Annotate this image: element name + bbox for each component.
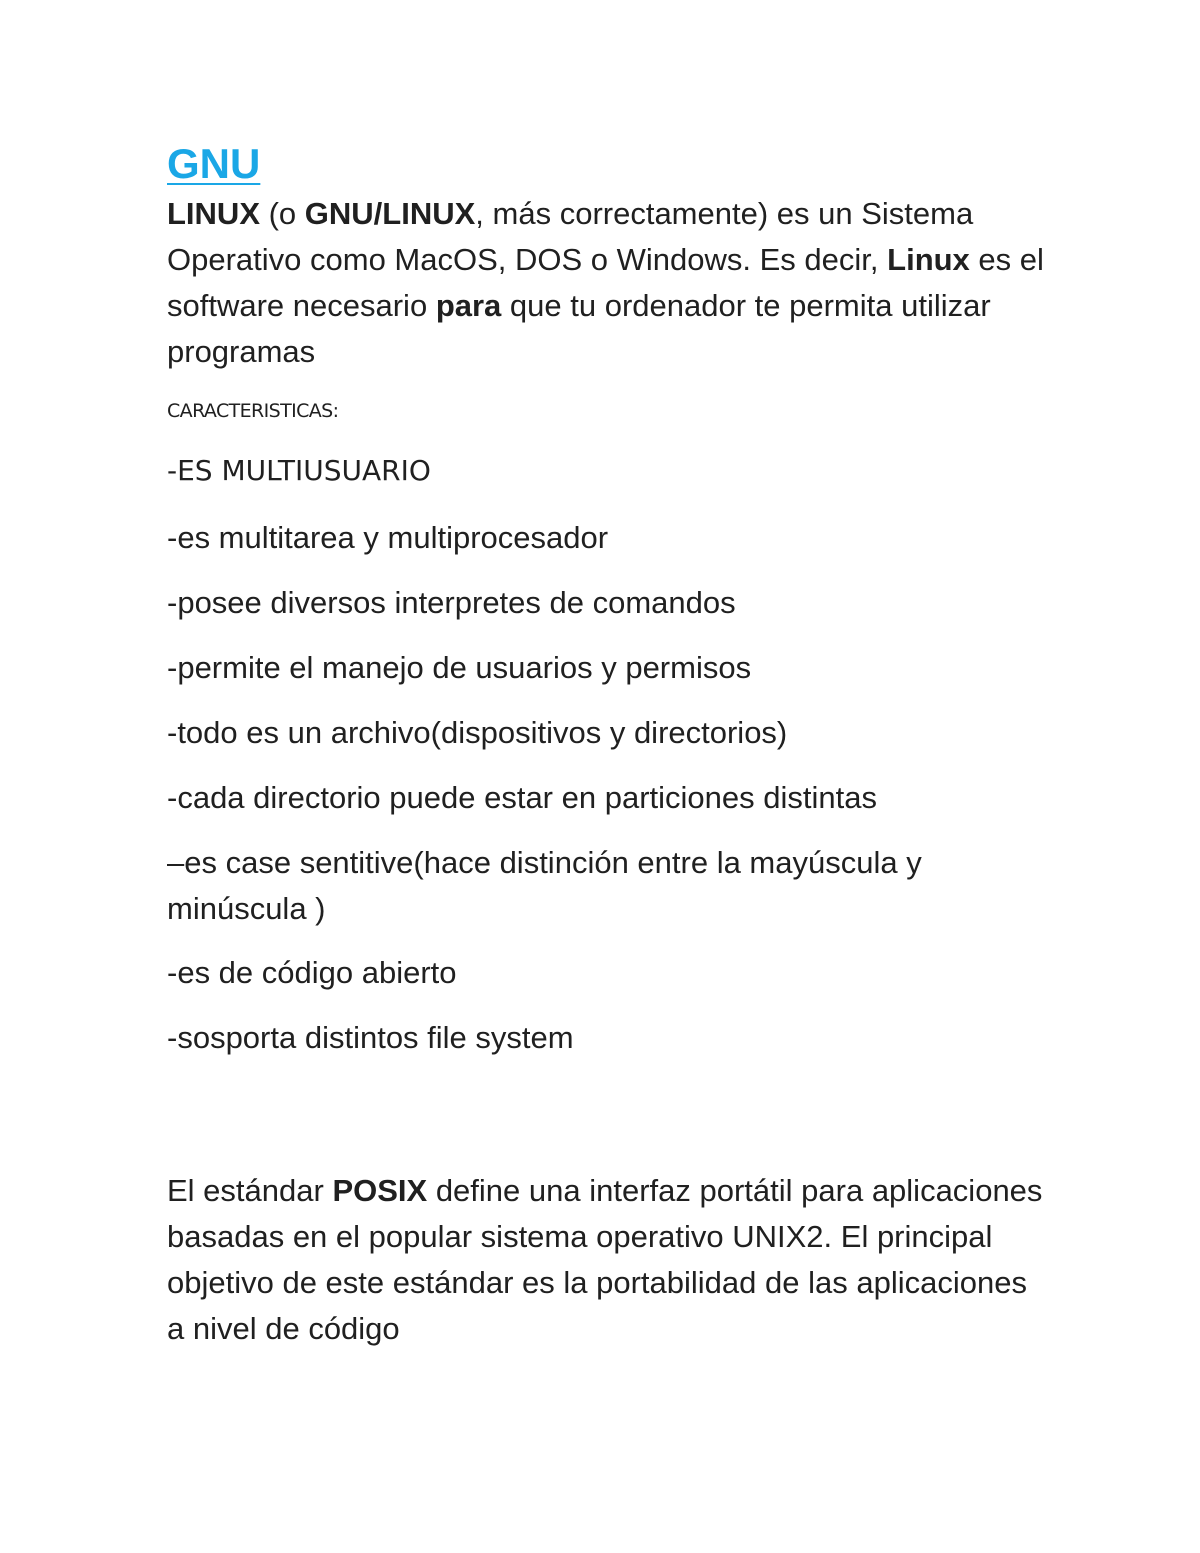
- feature-item: -sosporta distintos file system: [167, 1020, 574, 1055]
- term-posix: POSIX: [332, 1173, 428, 1208]
- intro-text: que tu ordenador te permita utilizar programas: [167, 288, 991, 369]
- feature-item: -posee diversos interpretes de comandos: [167, 585, 736, 620]
- intro-paragraph: [167, 191, 1047, 375]
- feature-item: -ES MULTIUSUARIO: [167, 454, 431, 487]
- intro-text: , más correctamente) es un Sistema Operativo como MacOS, DOS o Windows. Es decir,: [167, 196, 974, 277]
- feature-item: –es case sentitive(hace distinción entre la mayúscula y minúscula ): [167, 845, 922, 926]
- feature-item: -permite el manejo de usuarios y permisos: [167, 650, 752, 685]
- features-heading: CARACTERISTICAS:: [167, 400, 339, 422]
- intro-text: es el software necesario: [167, 242, 1044, 323]
- document-title: GNU: [167, 140, 261, 187]
- term-linux: Linux: [887, 242, 970, 277]
- posix-text: El estándar: [167, 1173, 333, 1208]
- term-gnu-linux: GNU/LINUX: [304, 196, 476, 231]
- feature-item: -todo es un archivo(dispositivos y directorios): [167, 715, 788, 750]
- posix-paragraph: [167, 1168, 1047, 1352]
- term-linux-caps: LINUX: [167, 196, 260, 231]
- term-para: para: [435, 288, 502, 323]
- feature-item: -es de código abierto: [167, 955, 457, 990]
- feature-item: -es multitarea y multiprocesador: [167, 520, 609, 555]
- posix-text: define una interfaz portátil para aplicaciones basadas en el popular sistema operativo UNIX2. El principal objetivo de este estándar es la portabilidad de las aplicaciones a nivel de código: [167, 1173, 1043, 1346]
- intro-text: (o: [260, 196, 305, 231]
- feature-item: -cada directorio puede estar en particiones distintas: [167, 780, 877, 815]
